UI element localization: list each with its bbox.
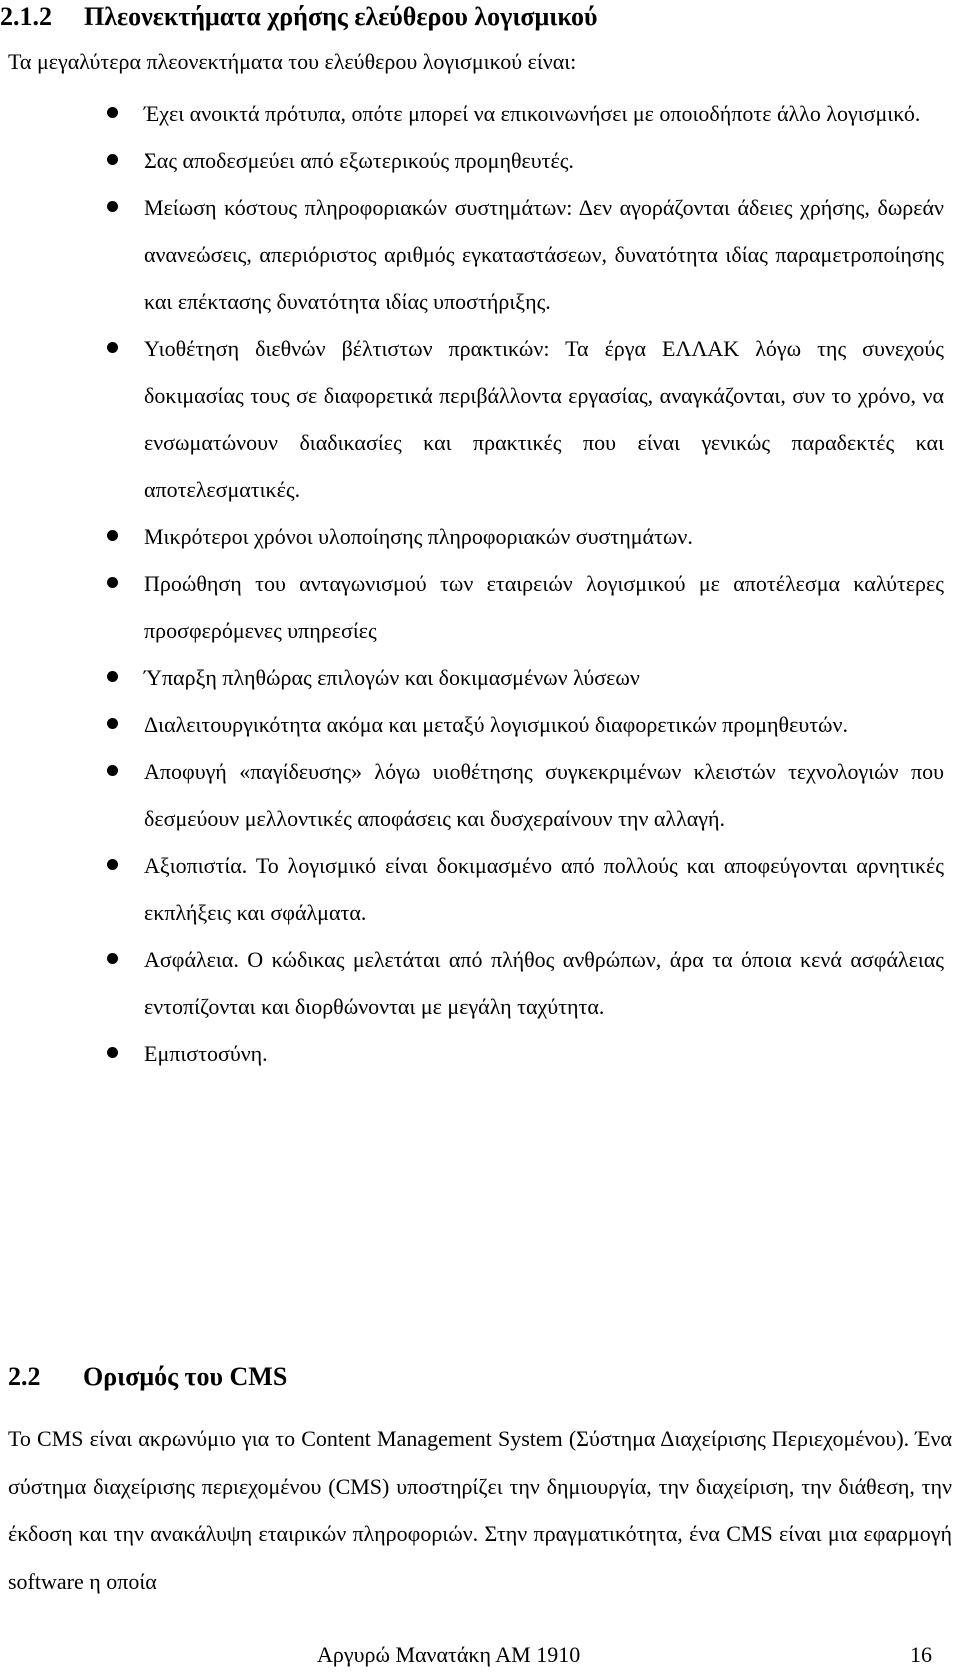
- list-item-text: Ύπαρξη πληθώρας επιλογών και δοκιμασμένων λύσεων: [144, 665, 640, 690]
- bullet-icon: [107, 201, 118, 212]
- section-number: 2.1.2: [0, 2, 52, 31]
- list-item: [0, 701, 944, 748]
- list-item: [0, 184, 944, 325]
- list-item: [0, 936, 944, 1030]
- list-item: [0, 513, 944, 560]
- list-item: [0, 325, 944, 513]
- list-item: [0, 560, 944, 654]
- intro-paragraph: Τα μεγαλύτερα πλεονεκτήματα του ελεύθερου λογισμικού είναι:: [8, 49, 577, 74]
- bullet-icon: [107, 154, 118, 165]
- section-title: Ορισμός του CMS: [83, 1362, 288, 1391]
- list-item: [0, 137, 944, 184]
- bullet-icon: [107, 718, 118, 729]
- list-item-text: Διαλειτουργικότητα ακόμα και μεταξύ λογισμικού διαφορετικών προμηθευτών.: [144, 712, 848, 737]
- list-item: [0, 1030, 944, 1077]
- bullet-icon: [107, 577, 118, 588]
- list-item-text: Έχει ανοικτά πρότυπα, οπότε μπορεί να επικοινωνήσει με οποιοδήποτε άλλο λογισμικό.: [144, 101, 921, 126]
- list-item-text: Υιοθέτηση διεθνών βέλτιστων πρακτικών: Τα έργα ΕΛΛΑΚ λόγω της συνεχούς δοκιμασίας τους σε διαφορετικά περιβάλλοντα εργασίας, αναγκάζονται, συν το χρόνο, να ενσωματώνουν διαδικασίες και πρακτικές που είναι γενικώς παραδεκτές και αποτελεσματικές.: [144, 336, 944, 502]
- list-item-text: Αξιοπιστία. Το λογισμικό είναι δοκιμασμένο από πολλούς και αποφεύγονται αρνητικές εκπλήξεις και σφάλματα.: [144, 853, 944, 925]
- section-number: 2.2: [8, 1362, 41, 1391]
- bullet-icon: [107, 953, 118, 964]
- list-item-text: Μικρότεροι χρόνοι υλοποίησης πληροφοριακών συστημάτων.: [144, 524, 693, 549]
- advantages-list: [0, 90, 960, 1077]
- list-item-text: Ασφάλεια. Ο κώδικας μελετάται από πλήθος ανθρώπων, άρα τα όποια κενά ασφάλειας εντοπίζονται και διορθώνονται με μεγάλη ταχύτητα.: [144, 947, 944, 1019]
- list-item: [0, 90, 944, 137]
- bullet-icon: [107, 107, 118, 118]
- bullet-icon: [107, 342, 118, 353]
- page-number: 16: [910, 1642, 932, 1667]
- list-item: [0, 842, 944, 936]
- bullet-icon: [107, 530, 118, 541]
- section-heading-2-2: [8, 1360, 287, 1394]
- list-item-text: Αποφυγή «παγίδευσης» λόγω υιοθέτησης συγκεκριμένων κλειστών τεχνολογιών που δεσμεύουν μελλοντικές αποφάσεις και δυσχεραίνουν την αλλαγή.: [144, 759, 944, 831]
- section-heading-2-1-2: [0, 0, 598, 34]
- list-item-text: Σας αποδεσμεύει από εξωτερικούς προμηθευτές.: [144, 148, 574, 173]
- list-item-text: Προώθηση του ανταγωνισμού των εταιρειών λογισμικού με αποτέλεσμα καλύτερες προσφερόμενες υπηρεσίες: [144, 571, 944, 643]
- footer-author: Αργυρώ Μανατάκη ΑΜ 1910: [317, 1642, 581, 1667]
- list-item-text: Εμπιστοσύνη.: [144, 1041, 268, 1066]
- list-item: [0, 654, 944, 701]
- bullet-icon: [107, 1047, 118, 1058]
- bullet-icon: [107, 671, 118, 682]
- bullet-icon: [107, 765, 118, 776]
- list-item: [0, 748, 944, 842]
- section-title: Πλεονεκτήματα χρήσης ελεύθερου λογισμικού: [84, 2, 598, 31]
- bullet-icon: [107, 859, 118, 870]
- cms-definition-paragraph: Το CMS είναι ακρωνύμιο για το Content Management System (Σύστημα Διαχείρισης Περιεχομένου). Ένα σύστημα διαχείρισης περιεχομένου (CMS) υποστηρίζει την δημιουργία, την διαχείριση, την διάθεση, την έκδοση και την ανακάλυψη εταιρικών πληροφοριών. Στην πραγματικότητα, ένα CMS είναι μια εφαρμογή software η οποία: [8, 1426, 952, 1594]
- page-footer: [0, 1635, 960, 1675]
- list-item-text: Μείωση κόστους πληροφοριακών συστημάτων: Δεν αγοράζονται άδειες χρήσης, δωρεάν ανανεώσεις, απεριόριστος αριθμός εγκαταστάσεων, δυνατότητα ιδίας παραμετροποίησης και επέκτασης δυνατότητα ιδίας υποστήριξης.: [144, 195, 944, 314]
